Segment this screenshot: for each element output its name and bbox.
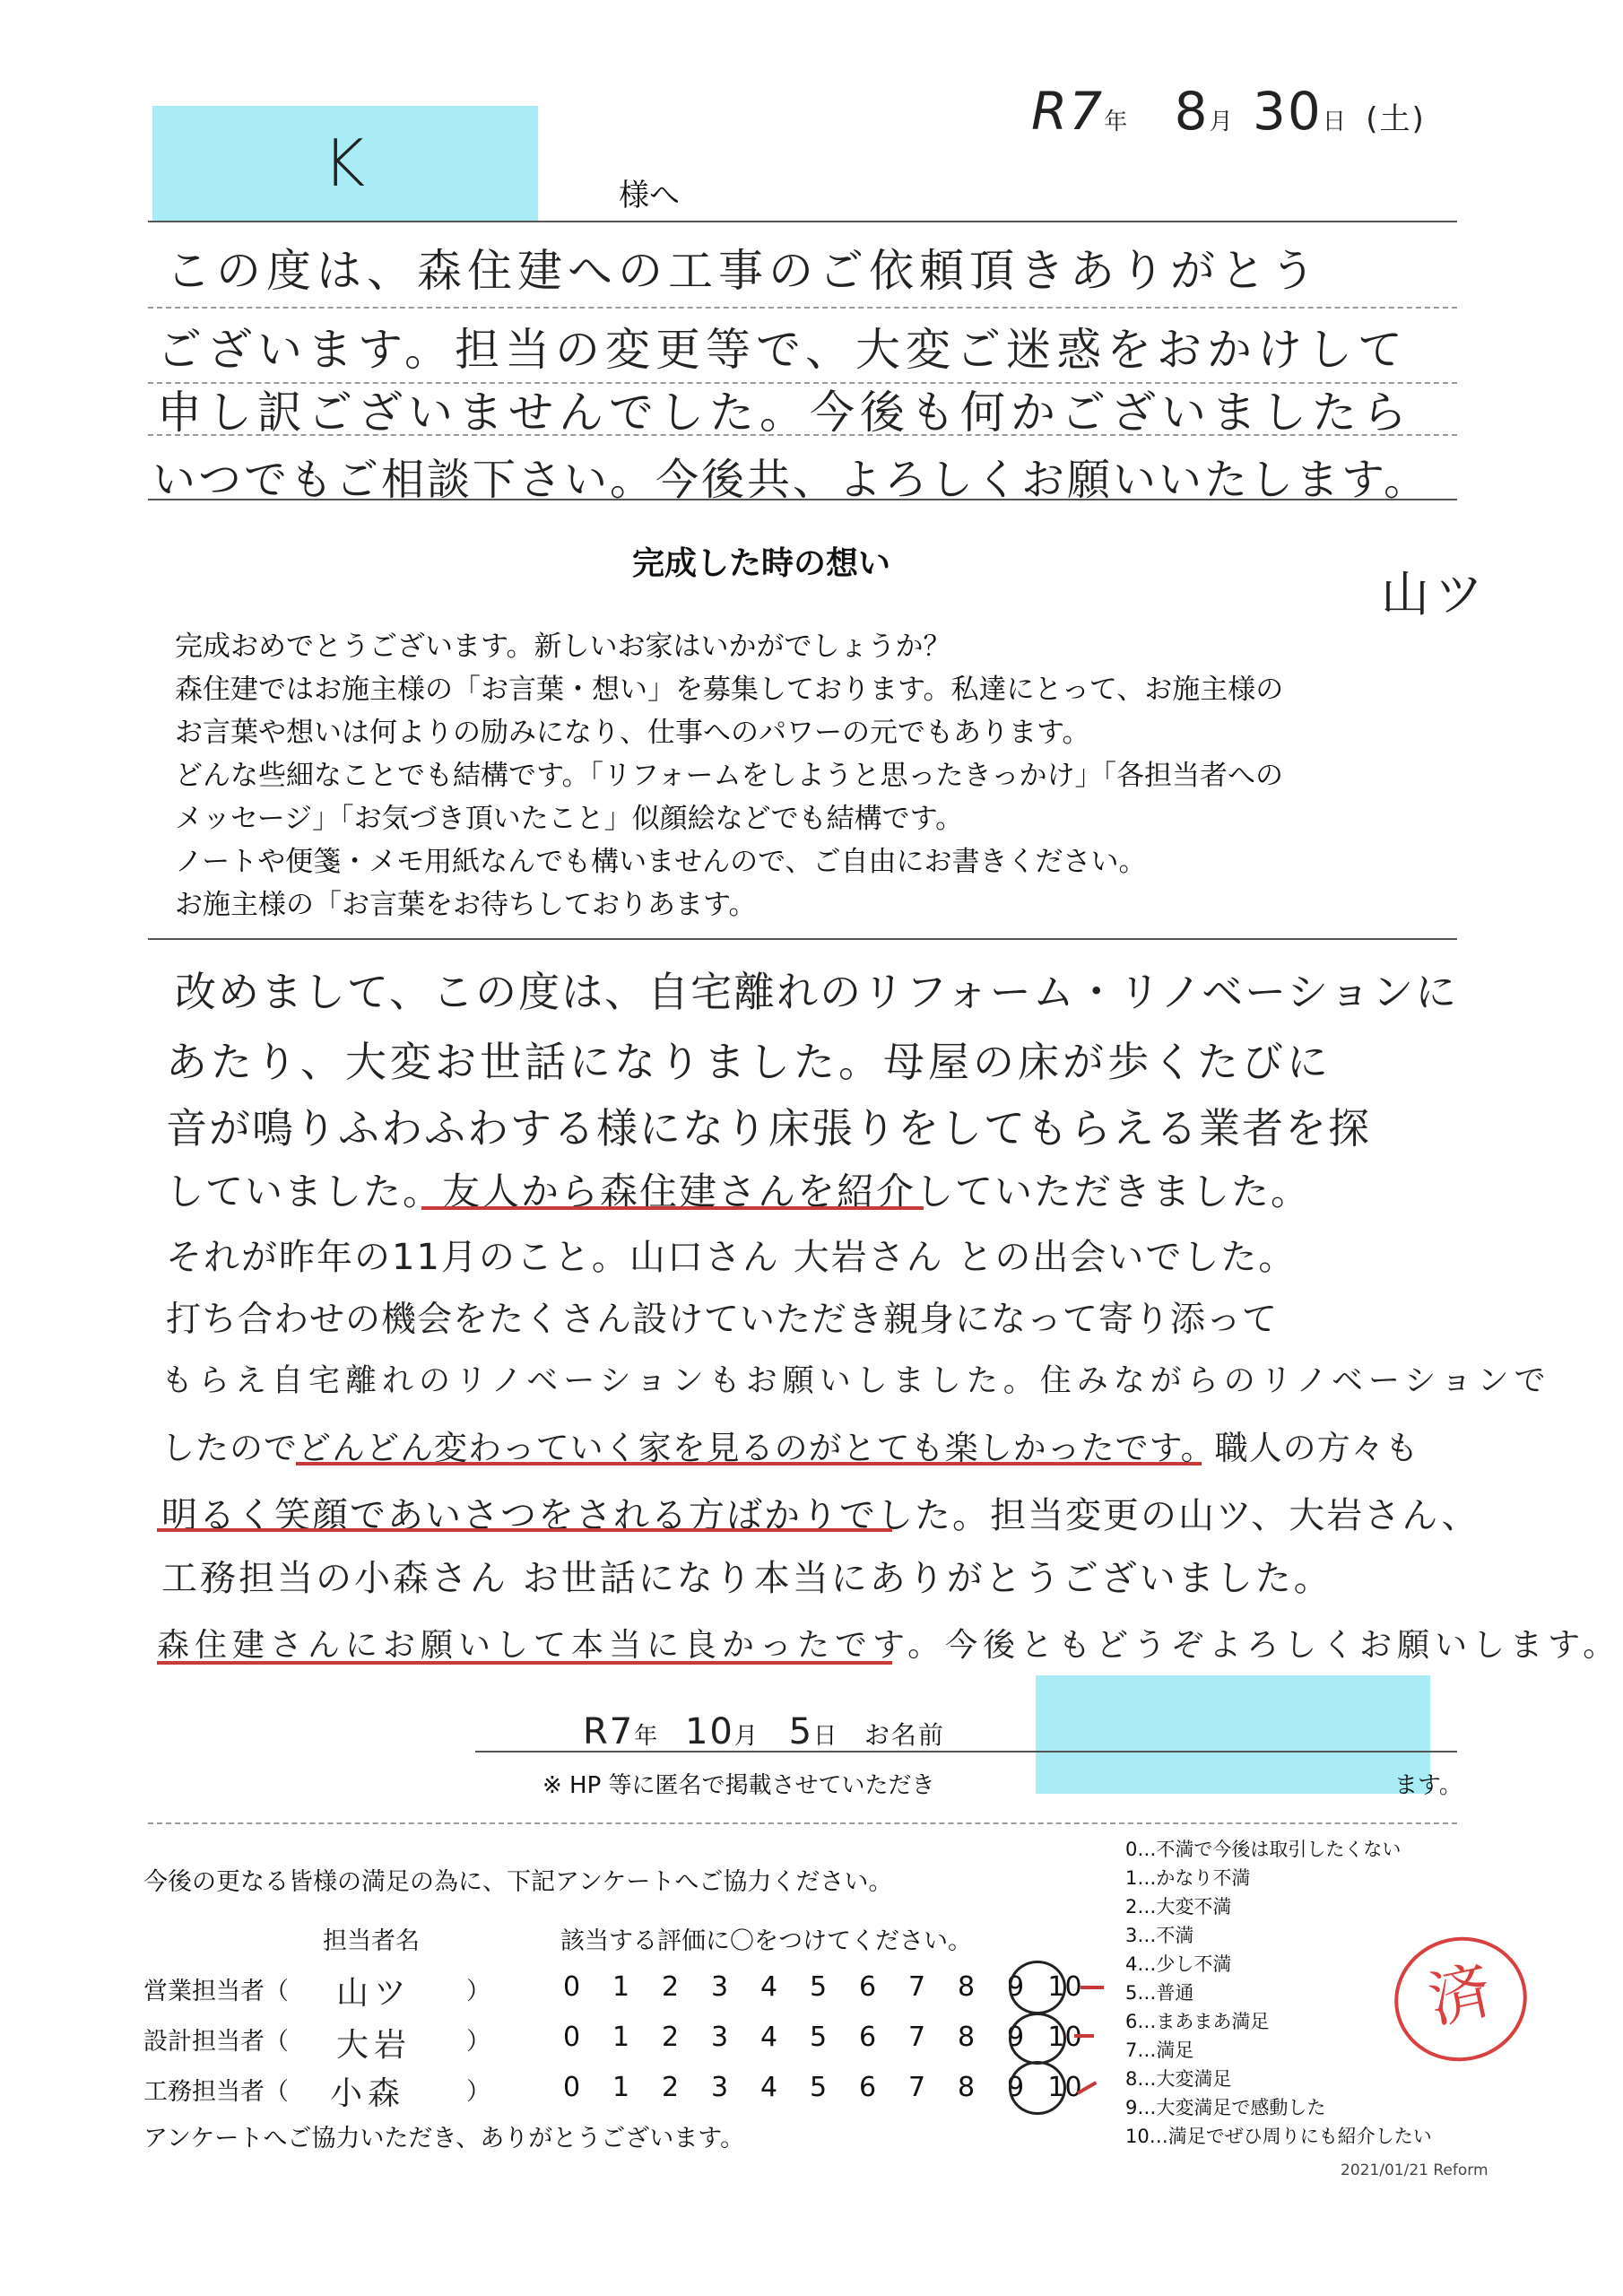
date-weekday: (土) <box>1366 101 1426 137</box>
staff-message-line-3: 申し訳ございませんでした。今後も何かございましたら <box>157 387 1412 439</box>
signoff-era-year: R7 <box>583 1711 635 1752</box>
intro-line-4: どんな些細なことでも結構です。「リフォームをしようと思ったきっかけ」「各担当者への <box>175 760 1283 792</box>
intro-line-5: メッセージ」「お気づき頂いたこと」似顔絵などでも結構です。 <box>175 803 964 835</box>
legend-item: 2…大変不満 <box>1125 1896 1232 1918</box>
rating-option[interactable]: 3 <box>710 2022 729 2053</box>
legend-item: 9…大変満足で感動した <box>1125 2097 1326 2118</box>
selected-rating-circle <box>1009 1961 1066 2014</box>
rule-signoff <box>475 1751 1457 1752</box>
selected-rating-circle <box>1009 2061 1066 2115</box>
red-dash-mark <box>1081 1986 1104 1989</box>
construction-role: 工務担当者（ <box>143 2078 289 2106</box>
rating-option[interactable]: 8 <box>957 2072 976 2103</box>
rating-option[interactable]: 6 <box>858 1971 877 2003</box>
rule <box>148 434 1457 436</box>
design-role: 設計担当者（ <box>143 2028 289 2056</box>
red-dash-mark <box>1074 2034 1094 2038</box>
construction-staff-name: 小森 <box>330 2075 406 2112</box>
customer-line-3: 音が鳴りふわふわする様になり床張りをしてもらえる業者を探 <box>166 1104 1371 1152</box>
legend-item: 5…普通 <box>1125 1982 1194 2004</box>
survey-intro: 今後の更なる皆様の満足の為に、下記アンケートへご協力ください。 <box>143 1868 893 1896</box>
rule <box>148 307 1457 309</box>
intro-line-3: お言葉や想いは何よりの励みになり、仕事へのパワーの元でもあります。 <box>175 717 1090 749</box>
legend-item: 7…満足 <box>1125 2039 1194 2061</box>
underline-mark <box>421 1206 924 1210</box>
legend-item: 0…不満で今後は取引したくない <box>1125 1839 1402 1860</box>
hp-notice-tail: ます。 <box>1394 1772 1462 1799</box>
date-day: 30 <box>1253 81 1323 142</box>
customer-line-10: 工務担当の小森さん お世話になり本当にありがとうございました。 <box>161 1558 1332 1599</box>
rating-option[interactable]: 2 <box>661 2072 680 2103</box>
survey-thanks: アンケートへご協力いただき、ありがとうございます。 <box>143 2125 745 2152</box>
footer-code: 2021/01/21 Reform <box>1341 2161 1488 2179</box>
rating-option[interactable]: 4 <box>759 2022 778 2053</box>
customer-line-5: それが昨年の11月のこと。山口さん 大岩さん との出会いでした。 <box>166 1237 1297 1278</box>
sales-role: 営業担当者（ <box>143 1978 289 2005</box>
rule-survey-top <box>148 1822 1457 1824</box>
rule-customer-top <box>148 938 1457 940</box>
signoff-day-label: 日 <box>813 1723 839 1750</box>
staff-message-line-2: ございます。担当の変更等で、大変ご迷惑をおかけして <box>157 324 1408 376</box>
signoff-date <box>583 1711 945 1752</box>
rating-option[interactable]: 7 <box>907 2022 926 2053</box>
intro-line-6: ノートや便箋・メモ用紙なんでも構いませんので、ご自由にお書きください。 <box>175 846 1147 878</box>
legend-item: 1…かなり不満 <box>1125 1867 1251 1889</box>
hp-notice: ※ HP 等に匿名で掲載させていただき <box>542 1772 935 1799</box>
rating-option[interactable]: 7 <box>907 2072 926 2103</box>
staff-message-line-4: いつでもご相談下さい。今後共、よろしくお願いいたします。 <box>152 455 1430 505</box>
legend-item: 8…大変満足 <box>1125 2068 1232 2090</box>
customer-line-4: していました。友人から森住建さんを紹介していただきました。 <box>166 1170 1311 1213</box>
rating-option[interactable]: 9 <box>1006 2022 1025 2053</box>
date-month: 8 <box>1174 81 1210 142</box>
legend-item: 6…まあまあ満足 <box>1125 2011 1270 2032</box>
rating-option[interactable]: 3 <box>710 2072 729 2103</box>
customer-line-6: 打ち合わせの機会をたくさん設けていただき親身になって寄り添って <box>166 1300 1279 1340</box>
customer-line-8: したのでどんどん変わっていく家を見るのがとても楽しかったです。職人の方々も <box>161 1429 1419 1467</box>
customer-line-9: 明るく笑顔であいさつをされる方ばかりでした。担当変更の山ツ、大岩さん、 <box>161 1495 1480 1536</box>
rating-option[interactable]: 1 <box>612 2022 630 2053</box>
rating-option[interactable]: 3 <box>710 1971 729 2003</box>
signoff-name-label: お名前 <box>864 1720 945 1750</box>
rating-option[interactable]: 1 <box>612 1971 630 2003</box>
signoff-name-box <box>1036 1675 1430 1794</box>
signoff-day: 5 <box>788 1711 814 1752</box>
signoff-month-label: 月 <box>733 1723 759 1750</box>
rating-option[interactable]: 8 <box>957 1971 976 2003</box>
rating-option[interactable]: 6 <box>858 2072 877 2103</box>
header-date <box>1031 81 1426 142</box>
rating-option[interactable]: 5 <box>809 2072 828 2103</box>
survey-row-construction <box>143 2072 289 2107</box>
rating-option-selected[interactable]: 10 <box>1047 2072 1082 2103</box>
construction-close: ） <box>466 2078 490 2106</box>
staff-header: 担当者名 <box>323 1927 420 1955</box>
underline-mark <box>157 1528 892 1532</box>
rule-bottom <box>148 499 1457 500</box>
legend-item: 3…不満 <box>1125 1925 1194 1946</box>
legend-item: 10…満足でぜひ周りにも紹介したい <box>1125 2126 1432 2147</box>
rating-option[interactable]: 5 <box>809 2022 828 2053</box>
rating-legend <box>1125 1835 1432 2151</box>
stamp-text: 済 <box>1422 1954 1497 2038</box>
customer-line-7: もらえ自宅離れのリノベーションもお願いしました。住みながらのリノベーションで <box>161 1363 1551 1399</box>
underline-mark <box>296 1462 1202 1465</box>
rating-header: 該当する評価に〇をつけてください。 <box>560 1927 972 1955</box>
design-staff-name: 大岩 <box>336 2027 412 2064</box>
rating-option[interactable]: 2 <box>661 1971 680 2003</box>
staff-message-line-1: この度は、森住建への工事のご依頼頂きありがとう <box>166 245 1321 297</box>
date-day-label: 日 <box>1322 109 1348 135</box>
rating-option[interactable]: 9 <box>1006 2072 1025 2103</box>
rating-option[interactable]: 8 <box>957 2022 976 2053</box>
signoff-year-label: 年 <box>634 1723 660 1750</box>
rating-option[interactable]: 2 <box>661 2022 680 2053</box>
rating-option[interactable]: 1 <box>612 2072 630 2103</box>
customer-line-1: 改めまして、この度は、自宅離れのリフォーム・リノベーションに <box>175 968 1459 1016</box>
rule-top <box>148 221 1457 222</box>
rating-option[interactable]: 0 <box>562 1971 581 2003</box>
customer-name: K <box>323 126 371 201</box>
underline-mark <box>157 1661 892 1665</box>
selected-rating-circle <box>1009 2013 1066 2065</box>
rating-option-selected[interactable]: 10 <box>1047 2022 1082 2053</box>
intro-line-2: 森住建ではお施主様の「お言葉・想い」を募集しております。私達にとって、お施主様の <box>175 674 1284 706</box>
rating-option[interactable]: 0 <box>562 2022 581 2053</box>
sales-staff-name: 山ツ <box>336 1975 412 2012</box>
salutation: 様へ <box>619 178 680 213</box>
date-month-label: 月 <box>1209 109 1235 135</box>
section-title: 完成した時の想い <box>632 545 891 582</box>
customer-line-11: 森住建さんにお願いして本当に良かったです。今後ともどうぞよろしくお願いします。 <box>157 1627 1621 1664</box>
intro-line-7: お施主様の「お言葉をお待ちしておりあます。 <box>175 889 757 921</box>
survey-row-design <box>143 2022 289 2057</box>
date-year-label: 年 <box>1104 109 1130 135</box>
survey-row-sales <box>143 1971 289 2006</box>
rating-option[interactable]: 5 <box>809 1971 828 2003</box>
customer-line-2: あたり、大変お世話になりました。母屋の床が歩くたびに <box>166 1038 1332 1086</box>
sales-close: ） <box>466 1978 490 2005</box>
legend-item: 4…少し不満 <box>1125 1953 1232 1975</box>
design-close: ） <box>466 2028 490 2056</box>
signoff-month: 10 <box>684 1711 734 1752</box>
rating-option[interactable]: 4 <box>759 1971 778 2003</box>
rating-option[interactable]: 4 <box>759 2072 778 2103</box>
rating-option[interactable]: 6 <box>858 2022 877 2053</box>
staff-signature: 山ツ <box>1381 566 1488 622</box>
rating-option[interactable]: 7 <box>907 1971 926 2003</box>
rating-option[interactable]: 9 <box>1006 1971 1025 2003</box>
date-era-year: R7 <box>1031 81 1105 142</box>
intro-line-1: 完成おめでとうございます。新しいお家はいかがでしょうか？ <box>175 631 951 663</box>
rating-option-selected[interactable]: 10 <box>1047 1971 1082 2003</box>
rating-option[interactable]: 0 <box>562 2072 581 2103</box>
